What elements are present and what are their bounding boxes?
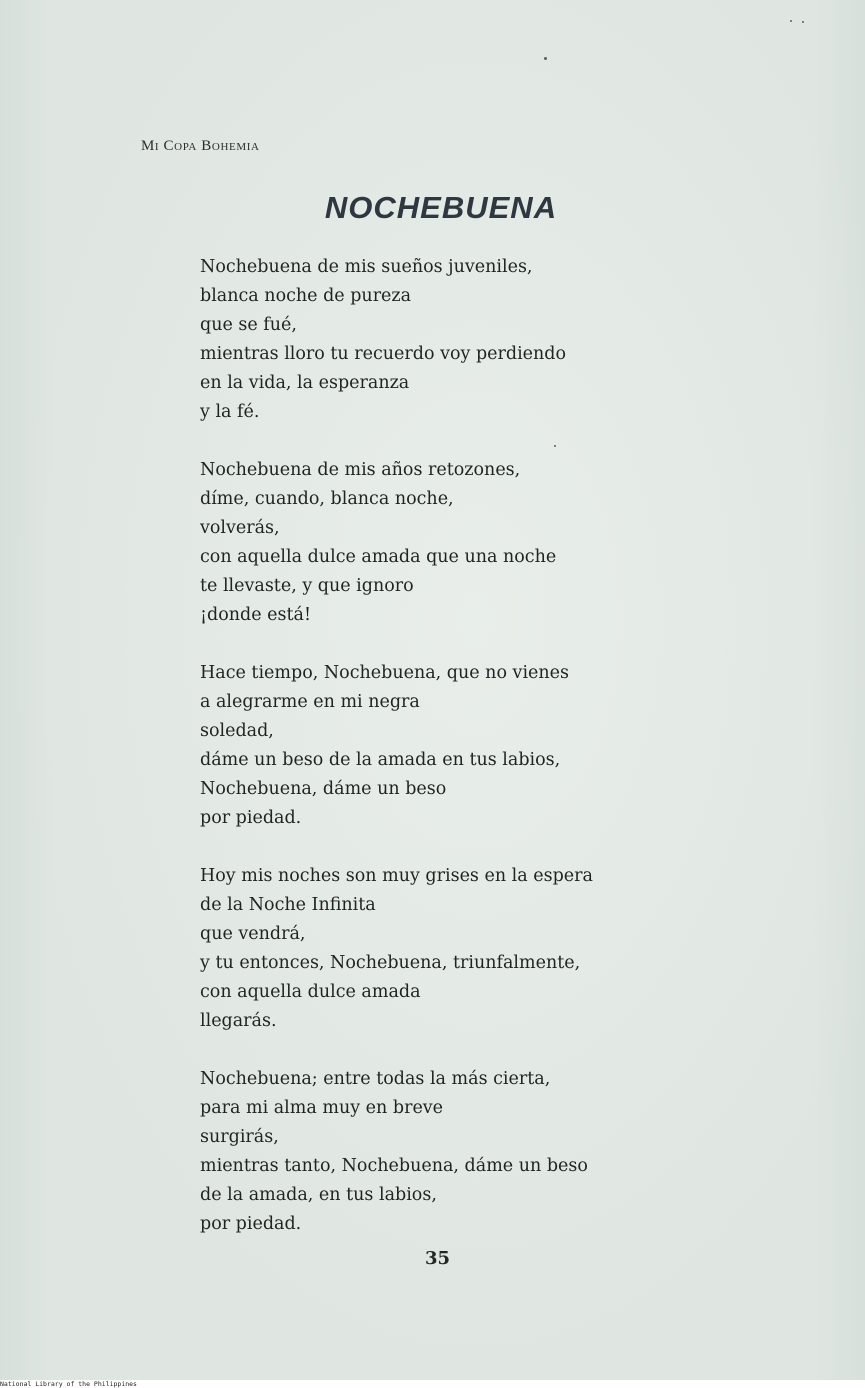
poem-line: y tu entonces, Nochebuena, triunfalmente,: [200, 953, 581, 973]
poem-line: con aquella dulce amada que una noche: [200, 547, 557, 567]
poem-body: [200, 253, 700, 1268]
poem-line: por piedad.: [200, 1214, 302, 1234]
page-number: 35: [424, 1248, 451, 1269]
poem-line: de la amada, en tus labios,: [200, 1185, 437, 1205]
paper-speck: [544, 57, 547, 60]
poem-line: dáme un beso de la amada en tus labios,: [200, 750, 561, 770]
poem-line: a alegrarme en mi negra: [200, 692, 420, 712]
poem-line: en la vida, la esperanza: [200, 373, 410, 393]
poem-line: te llevaste, y que ignoro: [200, 576, 414, 596]
poem-line: ¡donde está!: [200, 605, 311, 625]
poem-line: blanca noche de pureza: [200, 286, 412, 306]
poem-line: soledad,: [200, 721, 274, 741]
poem-line: Nochebuena; entre todas la más cierta,: [200, 1069, 551, 1089]
running-head: Mi Copa Bohemia: [141, 138, 260, 154]
stanza: [200, 1065, 700, 1239]
poem-line: que vendrá,: [200, 924, 306, 944]
stanza: [200, 456, 700, 630]
poem-line: volverás,: [200, 518, 280, 538]
poem-line: surgirás,: [200, 1127, 279, 1147]
poem-line: mientras tanto, Nochebuena, dáme un beso: [200, 1156, 588, 1176]
poem-line: que se fué,: [200, 315, 297, 335]
poem-line: para mi alma muy en breve: [200, 1098, 444, 1118]
poem-line: Nochebuena, dáme un beso: [200, 779, 447, 799]
library-credit: National Library of the Philippines: [0, 1380, 137, 1388]
stanza: [200, 253, 700, 427]
poem-line: de la Noche Infinita: [200, 895, 376, 915]
poem-line: llegarás.: [200, 1011, 277, 1031]
poem-line: Nochebuena de mis años retozones,: [200, 460, 521, 480]
poem-line: Hoy mis noches son muy grises en la espera: [200, 866, 593, 886]
poem-line: mientras lloro tu recuerdo voy perdiendo: [200, 344, 567, 364]
poem-line: Nochebuena de mis sueños juveniles,: [200, 257, 533, 277]
poem-line: por piedad.: [200, 808, 302, 828]
paper-speck: [554, 445, 556, 447]
poem-line: con aquella dulce amada: [200, 982, 421, 1002]
stanza: [200, 862, 700, 1036]
stanza: [200, 659, 700, 833]
paper-speck: [802, 21, 804, 23]
poem-line: Hace tiempo, Nochebuena, que no vienes: [200, 663, 570, 683]
poem-line: díme, cuando, blanca noche,: [200, 489, 454, 509]
paper-speck: [790, 20, 792, 22]
poem-line: y la fé.: [200, 402, 260, 422]
poem-title: NOCHEBUENA: [324, 190, 558, 225]
